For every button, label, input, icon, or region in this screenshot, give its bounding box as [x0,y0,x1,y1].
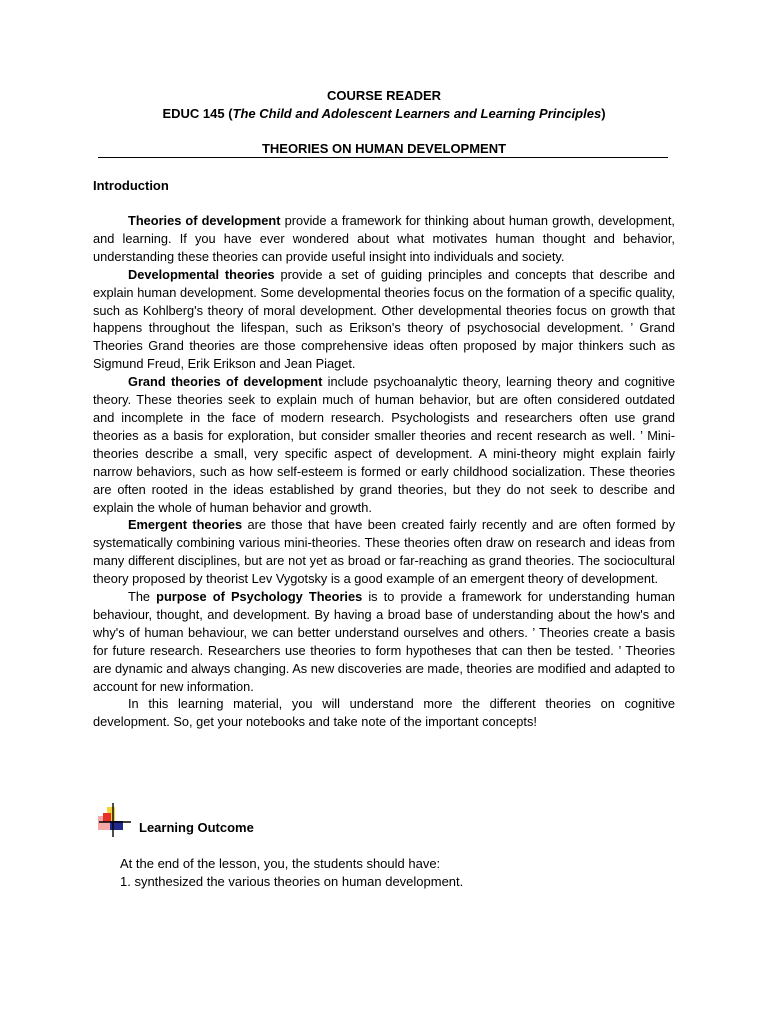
course-reader-title: COURSE READER [326,88,442,103]
paragraph-theories-of-development [93,212,675,266]
course-close-paren: ) [601,106,606,121]
paragraph-5-term: purpose of Psychology Theories [156,589,363,605]
learning-outcome-icon [98,803,132,837]
introduction-body [93,212,675,731]
paragraph-4-term: Emergent theories [128,517,243,533]
section-title: THEORIES ON HUMAN DEVELOPMENT [261,141,507,156]
paragraph-6-text: In this learning material, you will understand more the different theories on cognitive development. So, get your notebooks and take note of the important concepts! [93,696,675,730]
paragraph-2-term: Developmental theories [128,266,275,282]
paragraph-1-text: provide a framework for thinking about human growth, development, and learning. If you have ever wondered about what motivates human thought and behavior, understanding these theories can provide useful insight into individuals and society. [93,213,675,264]
course-code: EDUC 145 ( [162,106,233,121]
introduction-heading: Introduction [93,178,169,193]
paragraph-grand-theories [93,373,675,516]
paragraph-2-text: provide a set of guiding principles and concepts that describe and explain human development. Some developmental theories focus on the formation of a specific quality, such as Kohlberg's theory of moral development. Other developmental theories focus on growth that happens throughout the lifespan, such as Erikson's theory of psychosocial development. ’ Grand Theories Grand theories are those comprehensive ideas often proposed by major thinkers such as Sigmund Freud, Erik Erikson and Jean Piaget. [93,266,675,372]
learning-outcome-body [120,855,463,891]
paragraph-purpose-of-theories [93,588,675,695]
title-divider [98,157,668,158]
paragraph-3-text: include psychoanalytic theory, learning theory and cognitive theory. These theories seek to explain much of human behavior, but are often considered outdated and incomplete in the face of modern research. Psychologists and researchers often use grand theories as a basis for exploration, but consider smaller theories and recent research as well. ’ Mini-theories describe a small, very specific aspect of development. A mini-theory might explain fairly narrow behaviors, such as how self-esteem is formed or early childhood socialization. These theories are often rooted in the ideas established by grand theories, but they do not seek to describe and explain the whole of human behavior and growth. [93,374,675,515]
learning-outcome-lead: At the end of the lesson, you, the students should have: [120,856,441,871]
paragraph-5-pre: The [128,589,157,605]
paragraph-developmental-theories [93,266,675,373]
paragraph-emergent-theories [93,516,675,588]
paragraph-5-text: is to provide a framework for understanding human behaviour, thought, and development. By having a broad base of understanding about the how's and why's of human behaviour, we can better understand ourselves and others. ’ Theories create a basis for future research. Researchers use theories to form hypotheses that can then be tested. ’ Theories are dynamic and always changing. As new discoveries are made, theories are modified and adapted to account for new information. [93,589,676,694]
course-name: The Child and Adolescent Learners and Learning Principles [232,106,602,121]
paragraph-4-text: are those that have been created fairly recently and are often formed by systematically combining various mini-theories. These theories often draw on research and ideas from many different disciplines, but are not yet as broad or far-reaching as grand theories. The sociocultural theory proposed by theorist Lev Vygotsky is a good example of an emergent theory of development. [93,517,675,587]
paragraph-1-term: Theories of development [128,213,281,228]
learning-outcome-heading: Learning Outcome [139,820,254,835]
learning-outcome-item-1: 1. synthesized the various theories on human development. [120,874,464,889]
paragraph-closing [93,695,675,731]
icon-red-square [103,813,111,822]
paragraph-3-term: Grand theories of development [128,374,323,390]
course-title-line [0,106,768,121]
